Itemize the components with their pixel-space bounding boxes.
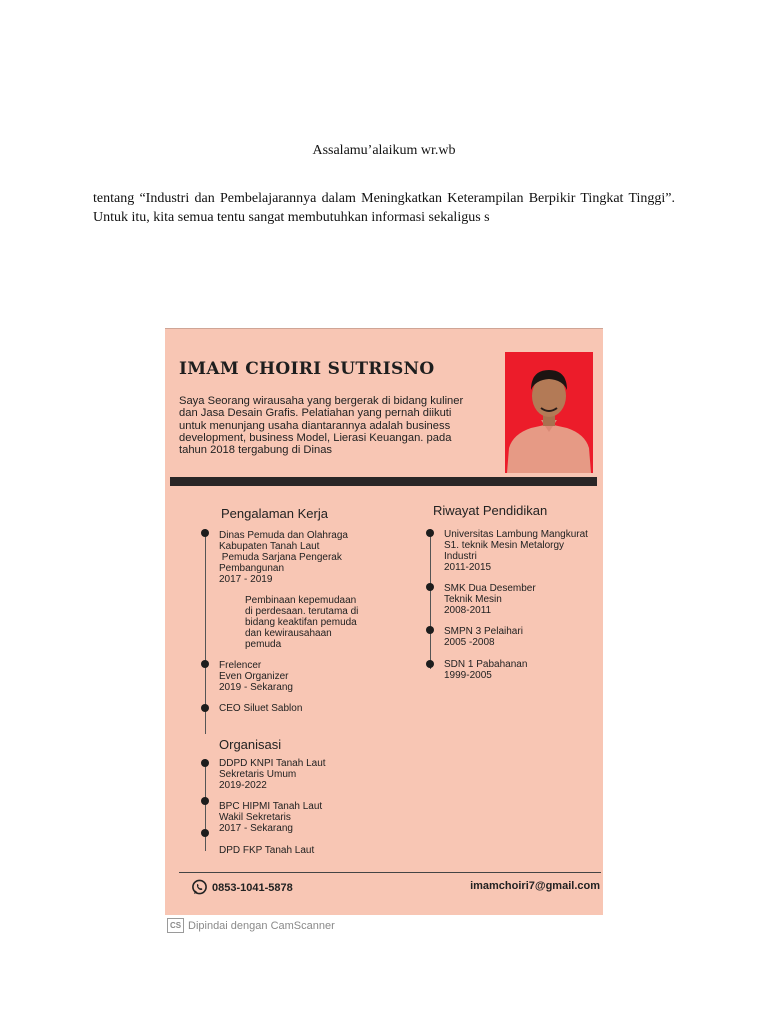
education-entry: SMPN 3 Pelaihari 2005 -2008 [444,626,523,648]
experience-entry: Frelencer Even Organizer 2019 - Sekarang [219,660,293,693]
footer-divider [179,872,601,873]
phone-contact [191,879,293,896]
scanner-text: Dipindai dengan CamScanner [188,919,335,932]
organization-entry: BPC HIPMI Tanah Laut Wakil Sekretaris 2017 - Sekarang [219,801,323,834]
scanner-watermark [167,918,335,933]
timeline-dot [426,626,434,634]
person-photo-icon [505,352,593,473]
profile-photo [505,352,593,473]
education-entry: SMK Dua Desember Teknik Mesin 2008-2011 [444,583,536,616]
whatsapp-icon [191,879,208,896]
cv-name: IMAM CHOIRI SUTRISNO [179,359,435,379]
cv-bio: Saya Seorang wirausaha yang bergerak di bidang kuliner dan Jasa Desain Grafis. Pelatiahan yang pernah diikuti untuk menunjang usaha diantarannya adalah business development, business Model, Lierasi Keuangan. pada tahun 2018 tergabung di Dinas [179,395,464,457]
organization-heading: Organisasi [219,737,282,752]
experience-subnote: Pembinaan kepemudaan di perdesaan. terutama di bidang keaktifan pemuda dan kewirausahaan pemuda [245,595,359,650]
education-heading: Riwayat Pendidikan [433,503,548,518]
timeline-dot [426,660,434,668]
timeline-dot [426,583,434,591]
timeline-dot [201,704,209,712]
timeline-dot [201,529,209,537]
experience-entry: CEO Siluet Sablon [219,703,303,714]
organization-timeline-line [205,759,206,851]
cv-image [165,328,603,915]
timeline-dot [201,660,209,668]
camscanner-logo-icon: CS [167,918,184,933]
body-paragraph: tentang “Industri dan Pembelajarannya dalam Meningkatkan Keterampilan Berpikir Tingkat Tinggi”. Untuk itu, kita semua tentu sangat membutuhkan informasi sekaligus s [93,191,675,225]
timeline-dot [201,829,209,837]
timeline-dot [426,529,434,537]
phone-number: 0853-1041-5878 [212,881,293,894]
greeting: Assalamu’alaikum wr.wb [312,143,456,158]
experience-entry: Dinas Pemuda dan Olahraga Kabupaten Tanah Laut Pemuda Sarjana Pengerak Pembangunan 2017 - 2019 [219,530,348,585]
education-entry: SDN 1 Pabahanan 1999-2005 [444,659,528,681]
education-timeline-line [430,529,431,669]
timeline-dot [201,759,209,767]
education-entry: Universitas Lambung Mangkurat S1. teknik Mesin Metalorgy Industri 2011-2015 [444,529,588,573]
organization-entry: DPD FKP Tanah Laut [219,845,315,856]
experience-heading: Pengalaman Kerja [221,506,328,521]
email-address: imamchoiri7@gmail.com [470,880,600,892]
organization-entry: DDPD KNPI Tanah Laut Sekretaris Umum 2019-2022 [219,758,326,791]
timeline-dot [201,797,209,805]
header-divider-bar [170,477,597,486]
